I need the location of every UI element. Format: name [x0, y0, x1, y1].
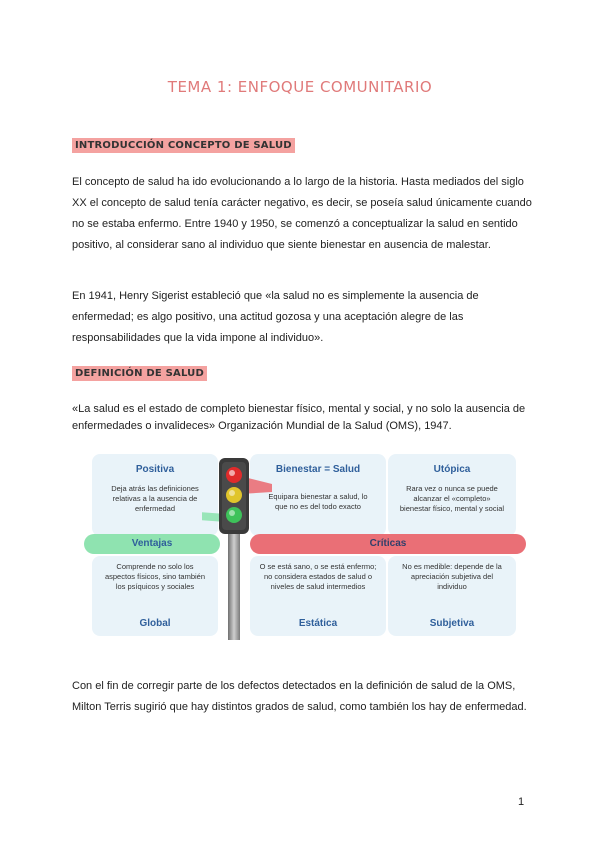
card-text: Rara vez o nunca se puede alcanzar el «completo» bienestar físico, mental y social	[399, 484, 505, 513]
card-title: Global	[139, 618, 171, 629]
card-text: Deja atrás las definiciones relativas a la ausencia de enfermedad	[111, 484, 199, 513]
health-definition-diagram	[84, 450, 528, 640]
card-text: Comprende no solo los aspectos físicos, sino también los psíquicos y sociales	[104, 562, 206, 591]
paragraph-sigerist: En 1941, Henry Sigerist estableció que «la salud no es simplemente la ausencia de enfermedad; es algo positivo, una actitud gozosa y una aceptación alegre de las responsabilidades que la vida impone al individuo».	[72, 290, 479, 344]
ventajas-band	[84, 534, 220, 554]
card-utopica	[388, 454, 516, 536]
criticas-band	[250, 534, 526, 554]
card-title: Utópica	[433, 464, 471, 475]
card-title: Subjetiva	[429, 618, 475, 629]
section-heading-introduccion: INTRODUCCIÓN CONCEPTO DE SALUD	[72, 138, 295, 153]
card-text: No es medible: depende de la apreciación subjetiva del individuo	[402, 562, 502, 591]
card-subjetiva	[388, 556, 516, 636]
section-heading-definicion: DEFINICIÓN DE SALUD	[72, 366, 207, 381]
paragraph-intro: El concepto de salud ha ido evolucionando a lo largo de la historia. Hasta mediados del siglo XX el concepto de salud tenía carácter negativo, es decir, se poseía salud únicamente cuando no se estaba enfermo. Entre 1940 y 1950, se comenzó a conceptualizar la salud en sentido positivo, al considerar sano al individuo que siente bienestar en ausencia de malestar.	[72, 176, 532, 251]
paragraph-terris: Con el fin de corregir parte de los defectos detectados en la definición de salud de la OMS, Milton Terris sugirió que hay distintos grados de salud, como también los hay de enfermedad.	[72, 680, 527, 713]
card-title: Bienestar = Salud	[275, 464, 361, 475]
card-positiva	[92, 454, 218, 536]
card-text: Equipara bienestar a salud, lo que no es del todo exacto	[268, 492, 368, 511]
card-text: O se está sano, o se está enfermo; no considera estados de salud o niveles de salud intermedios	[259, 562, 377, 591]
band-label: Ventajas	[131, 538, 173, 549]
card-global	[92, 556, 218, 636]
page-number: 1	[518, 796, 525, 808]
band-label: Críticas	[369, 538, 407, 549]
traffic-light-icon	[202, 450, 272, 640]
card-title: Estática	[298, 618, 338, 629]
paragraph-oms-quote: «La salud es el estado de completo bienestar físico, mental y social, y no solo la ausencia de enfermedades o invalideces» Organización Mundial de la Salud (OMS), 1947.	[72, 403, 526, 432]
page-title: TEMA 1: ENFOQUE COMUNITARIO	[167, 78, 433, 96]
card-title: Positiva	[135, 464, 175, 475]
